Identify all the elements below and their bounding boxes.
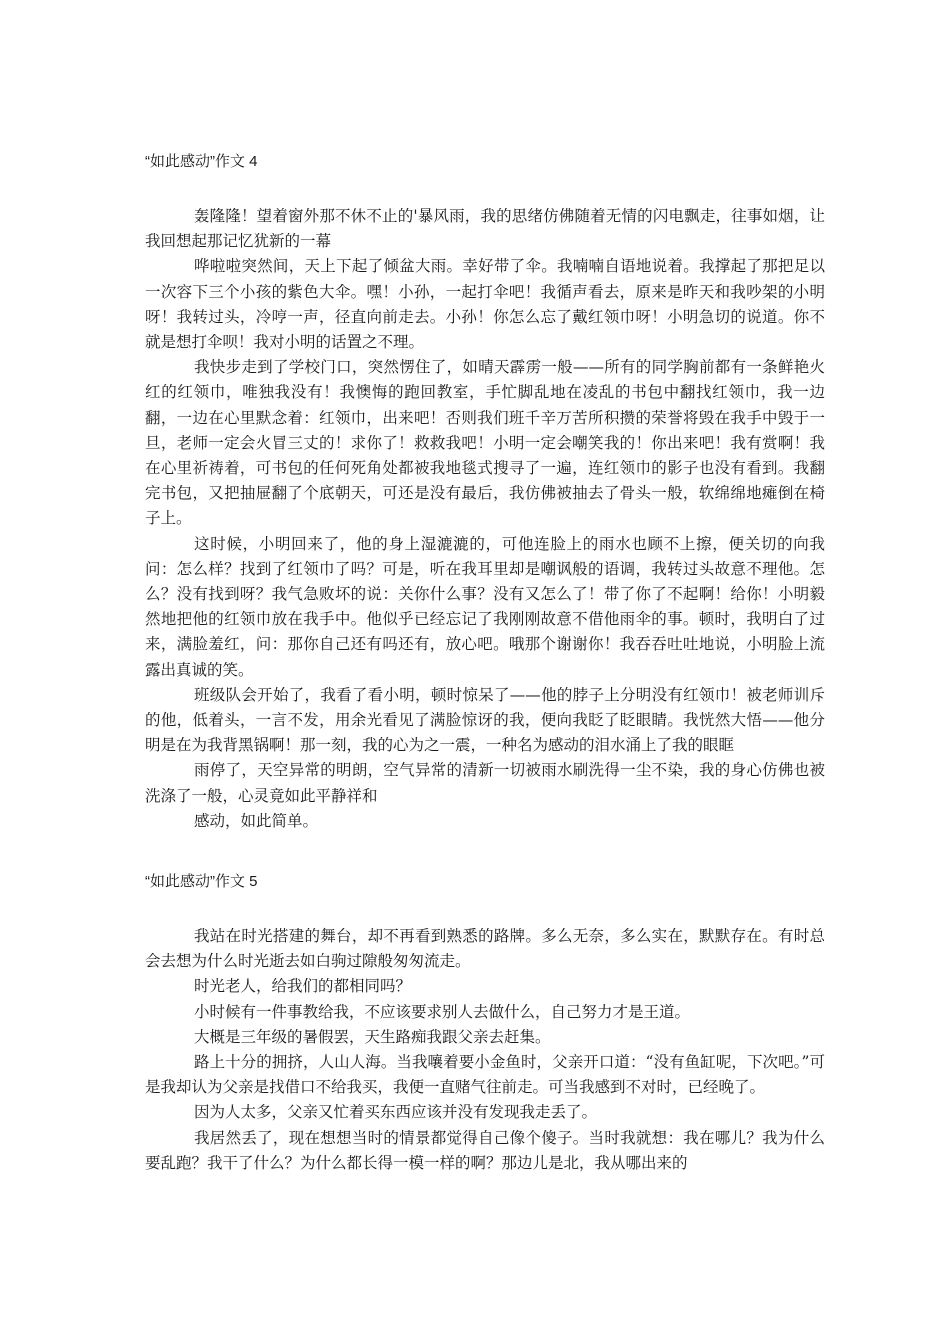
paragraph: 哗啦啦突然间，天上下起了倾盆大雨。幸好带了伞。我喃喃自语地说着。我撑起了那把足以一次容下三个小孩的紫色大伞。嘿！小孙，一起打伞吧！我循声看去，原来是昨天和我吵架的小明呀！我转过头，冷哼一声，径直向前走去。小孙！你怎么忘了戴红领巾呀！小明急切的说道。你不就是想打伞呗！我对小明的话置之不理。: [145, 257, 825, 352]
paragraph: 我快步走到了学校门口，突然愣住了，如晴天霹雳一般——所有的同学胸前都有一条鲜艳火红的红领巾，唯独我没有！我懊悔的跑回教室，手忙脚乱地在凌乱的书包中翻找红领巾，我一边翻，一边在心里默念着：红领巾，出来吧！否则我们班千辛万苦所积攒的荣誉将毁在我手中毁于一旦，老师一定会火冒三丈的！求你了！救救我吧！小明一定会嘲笑我的！你出来吧！我有赏啊！我在心里祈祷着，可书包的任何死角处都被我地毯式搜寻了一遍，连红领巾的影子也没有看到。我翻完书包，又把抽屉翻了个底朝天，可还是没有最后，我仿佛被抽去了骨头一般，软绵绵地瘫倒在椅子上。: [145, 358, 825, 528]
paragraph: 因为人太多，父亲又忙着买东西应该并没有发现我走丢了。: [194, 1103, 598, 1122]
paragraph: 这时候，小明回来了，他的身上湿漉漉的，可他连脸上的雨水也顾不上擦，便关切的向我问：怎么样？找到了红领巾了吗？可是，听在我耳里却是嘲讽般的语调，我转过头故意不理他。怎么？没有找到呀？我气急败坏的说：关你什么事？没有又怎么了！带了你了不起啊！给你！小明毅然地把他的红领巾放在我手中。他似乎已经忘记了我刚刚故意不借他雨伞的事。顿时，我明白了过来，满脸羞红，问：那你自己还有吗还有，放心吧。哦那个谢谢你！我吞吞吐吐地说，小明脸上流露出真诚的笑。: [145, 534, 825, 679]
section-title: “如此感动”作文 5: [145, 873, 258, 890]
essay-body: [145, 204, 825, 834]
paragraph: 我站在时光搭建的舞台，却不再看到熟悉的路牌。多么无奈，多么实在，默默存在。有时总会去想为什么时光逝去如白驹过隙般匆匆流走。: [145, 927, 825, 971]
paragraph: 时光老人，给我们的都相同吗？: [194, 977, 412, 996]
paragraph: 班级队会开始了，我看了看小明，顿时惊呆了——他的脖子上分明没有红领巾！被老师训斥的他，低着头，一言不发，用余光看见了满脸惊讶的我，便向我眨了眨眼睛。我恍然大悟——他分明是在为我背黑锅啊！那一刻，我的心为之一震，一种名为感动的泪水涌上了我的眼眶: [145, 685, 825, 755]
paragraph: 小时候有一件事教给我，不应该要求别人去做什么，自己努力才是王道。: [194, 1002, 691, 1021]
paragraph: 路上十分的拥挤，人山人海。当我嚷着要小金鱼时，父亲开口道：“没有鱼缸呢，下次吧。”可是我却认为父亲是找借口不给我买，我便一直赌气往前走。可当我感到不对时，已经晚了。: [145, 1053, 825, 1097]
paragraph: 感动，如此简单。: [194, 811, 319, 830]
paragraph: 雨停了，天空异常的明朗，空气异常的清新一切被雨水刷洗得一尘不染，我的身心仿佛也被洗涤了一般，心灵竟如此平静祥和: [145, 761, 825, 805]
paragraph: 我居然丢了，现在想想当时的情景都觉得自己像个傻子。当时我就想：我在哪儿？我为什么要乱跑？我干了什么？为什么都长得一模一样的啊？那边儿是北，我从哪出来的: [145, 1128, 825, 1172]
paragraph: 大概是三年级的暑假罢，天生路痴我跟父亲去赶集。: [194, 1027, 551, 1046]
paragraph: 轰隆隆！望着窗外那不休不止的'暴风雨，我的思绪仿佛随着无情的闪电飘走，往事如烟，让我回想起那记忆犹新的一幕: [145, 207, 825, 251]
section-title: “如此感动”作文 4: [145, 153, 258, 170]
essay-body: [145, 924, 825, 1176]
